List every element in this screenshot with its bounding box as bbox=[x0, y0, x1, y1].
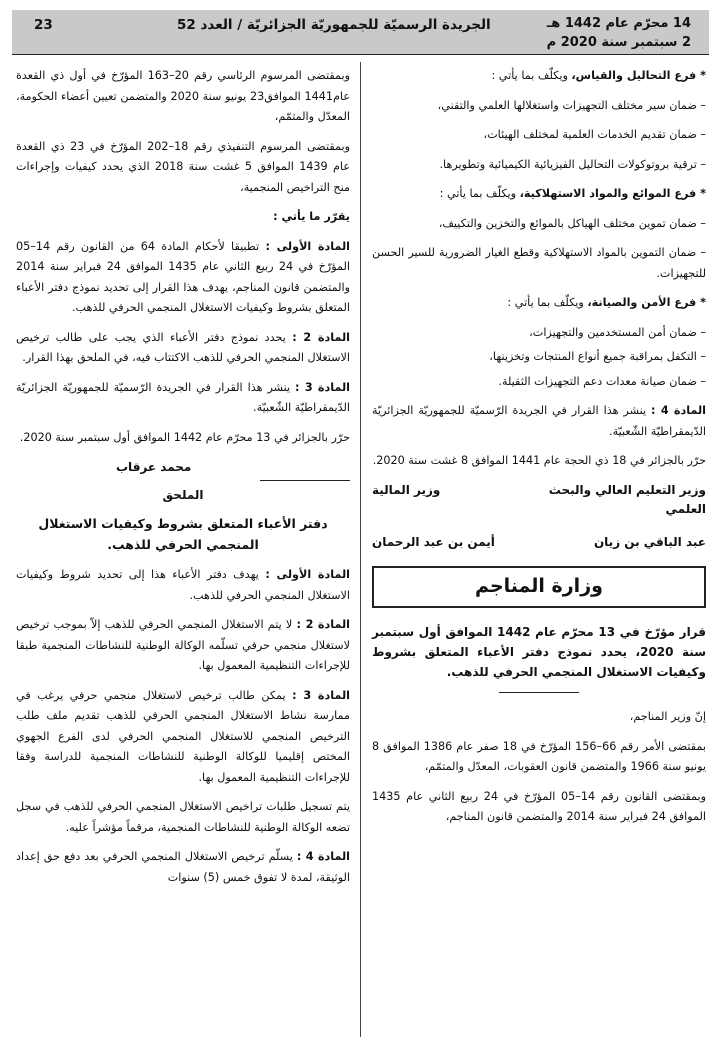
page-number: 23 bbox=[34, 17, 53, 33]
annex-article-1: المادة الأولى : يهدف دفتر الأعباء هذا إلى تحديد شروط وكيفيات الاستغلال المنجمي الحرفي للذهب. bbox=[16, 568, 350, 602]
signature-title-finance: وزير المالية bbox=[372, 482, 441, 497]
article-4: المادة 4 : ينشر هذا القرار في الجريدة الرّسميّة للجمهوريّة الجزائريّة الدّيمقراطيّة الشّعبيّة. bbox=[372, 404, 707, 438]
annex-article-3: المادة 3 : يمكن طالب ترخيص لاستغلال منجمي حرفي يرغب في ممارسة نشاط الاستغلال المنجمي الحرفي للذهب تقديم ملف طلب الترخيص المنجمي للاستغلال المنجمي الحرفي لدى الفرع الجهوي المختص إقليميا للوكالة الوطنية للنشاطات المنجمية للدراسة وفقا للإجراءات التنظيمية المعمول بها. bbox=[16, 688, 350, 784]
visa-paragraph: وبمقتضى القانون رقم 14–05 المؤرّخ في 24 ربيع الثاني عام 1435 الموافق 24 فبراير سنة 2014 والمتضمن قانون المناجم، bbox=[372, 789, 706, 823]
column-divider bbox=[360, 62, 361, 1037]
decides-heading: يقرّر ما يأتي : bbox=[273, 210, 350, 223]
header-title: الجريدة الرسميّة للجمهوريّة الجزائريّة / العدد 52 bbox=[177, 17, 491, 33]
visa-paragraph: بمقتضى الأمر رقم 66–156 المؤرّخ في 18 صفر عام 1386 الموافق 8 يونيو سنة 1966 والمتضمن قانون العقوبات، المعدّل والمتمّم، bbox=[372, 739, 706, 773]
page-header bbox=[12, 10, 709, 55]
right-column bbox=[372, 66, 706, 837]
divider bbox=[499, 692, 579, 693]
visa-paragraph: وبمقتضى المرسوم التنفيذي رقم 18–202 المؤرّخ في 23 ذي القعدة عام 1439 الموافق 5 غشت سنة 2018 الذي يحدد كيفيات وإجراءات منح التراخيص المنجمية، bbox=[16, 139, 350, 194]
signature-title-higher-education: وزير التعليم العالي والبحث العلمي bbox=[548, 482, 706, 516]
paragraph: – ضمان سير مختلف التجهيزات واستغلالها العلمي والتقني، bbox=[437, 98, 706, 112]
paragraph: – ضمان صيانة معدات دعم التجهيزات الثقيلة. bbox=[498, 374, 706, 388]
article-2: المادة 2 : يحدد نموذج دفتر الأعباء الذي يجب على طالب ترخيص الاستغلال المنجمي الحرفي للذهب الاكتتاب فيه، في الملحق بهذا القرار. bbox=[16, 330, 350, 364]
signature-titles bbox=[372, 481, 706, 519]
branch-analysis-heading: * فرع التحاليل والقياس، ويكلّف بما يأتي : bbox=[491, 69, 706, 82]
decree-title: قرار مؤرّخ في 13 محرّم عام 1442 الموافق أول سبتمبر سنة 2020، يحدد نموذج دفتر الأعباء المتعلق بشروط وكيفيات الاستغلال المنجمي الحرفي للذهب. bbox=[372, 625, 707, 679]
done-at: حرّر بالجزائر في 13 محرّم عام 1442 الموافق أول سبتمبر سنة 2020. bbox=[19, 430, 350, 444]
header-date bbox=[547, 14, 691, 52]
article-3: المادة 3 : ينشر هذا القرار في الجريدة الرّسميّة للجمهوريّة الجزائريّة الدّيمقراطيّة الشّعبيّة. bbox=[16, 380, 351, 414]
left-column bbox=[16, 66, 350, 897]
visa-paragraph: وبمقتضى المرسوم الرئاسي رقم 20–163 المؤرّخ في أول ذي القعدة عام1441 الموافق23 يونيو سنة 2020 والمتضمن تعيين أعضاء الحكومة، المعدّل والمتمّم، bbox=[16, 69, 350, 123]
annex-article-4: المادة 4 : يسلّم ترخيص الاستغلال المنجمي الحرفي بعد دفع حق إعداد الوثيقة، لمدة لا تفوق خمس (5) سنوات bbox=[16, 850, 351, 884]
ministry-heading: وزارة المناجم bbox=[372, 566, 706, 609]
signature-name-higher-education: عبد الباقي بن زيان bbox=[593, 534, 706, 549]
paragraph: – ترقية بروتوكولات التحاليل الفيزيائية الكيميائية وتطويرها. bbox=[439, 157, 706, 171]
paragraph: – ضمان التموين بالمواد الاستهلاكية وقطع الغيار الضرورية للسير الحسن للتجهيزات. bbox=[372, 246, 706, 280]
paragraph: – ضمان تقديم الخدمات العلمية لمختلف الهيئات، bbox=[483, 128, 706, 141]
done-at: حرّر بالجزائر في 18 ذي الحجة عام 1441 الموافق 8 غشت سنة 2020. bbox=[372, 454, 706, 467]
paragraph: يتم تسجيل طلبات تراخيص الاستغلال المنجمي الحرفي للذهب في سجل تضعه الوكالة الوطنية للنشاطات المنجمية، مرقماً مؤشراً عليه. bbox=[16, 800, 350, 834]
paragraph: – ضمان أمن المستخدمين والتجهيزات، bbox=[529, 325, 706, 339]
annex-label: الملحق bbox=[162, 487, 204, 502]
branch-fluids-heading: * فرع الموائع والمواد الاستهلاكية، ويكلّف بما يأتي : bbox=[439, 187, 706, 200]
branch-security-heading: * فرع الأمن والصيانة، ويكلّف بما يأتي : bbox=[507, 296, 706, 309]
minister-intro: إنّ وزير المناجم، bbox=[629, 710, 706, 723]
annex-title: دفتر الأعباء المتعلق بشروط وكيفيات الاستغلال المنجمي الحرفي للذهب. bbox=[38, 516, 328, 552]
signature-names bbox=[372, 533, 706, 552]
header-date-gregorian: 2 سبتمبر سنة 2020 م bbox=[546, 35, 691, 50]
signer-name: محمد عرقاب bbox=[116, 460, 192, 474]
signature-name-finance: أيمن بن عبد الرحمان bbox=[372, 534, 495, 549]
divider bbox=[260, 480, 350, 481]
paragraph: – التكفل بمراقبة جميع أنواع المنتجات وتخزينها، bbox=[489, 350, 706, 363]
paragraph: – ضمان تموين مختلف الهياكل بالموائع والتخزين والتكييف، bbox=[438, 216, 706, 230]
article-1: المادة الأولى : تطبيقا لأحكام المادة 64 من القانون رقم 14–05 المؤرّخ في 24 ربيع الثاني عام 1435 الموافق 24 فبراير سنة 2014 والمتضمن قانون المناجم، يهدف هذا القرار إلى تحديد نموذج دفتر الأعباء المتعلق بشروط وكيفيات الاستغلال المنجمي الحرفي للذهب. bbox=[16, 239, 350, 314]
annex-article-2: المادة 2 : لا يتم الاستغلال المنجمي الحرفي للذهب إلاّ بموجب ترخيص لاستغلال منجمي حرفي تسلّمه الوكالة الوطنية للنشاطات المنجمية طبقا للإجراءات التنظيمية المعمول بها. bbox=[16, 618, 350, 672]
header-date-hijri: 14 محرّم عام 1442 هـ bbox=[546, 16, 691, 31]
